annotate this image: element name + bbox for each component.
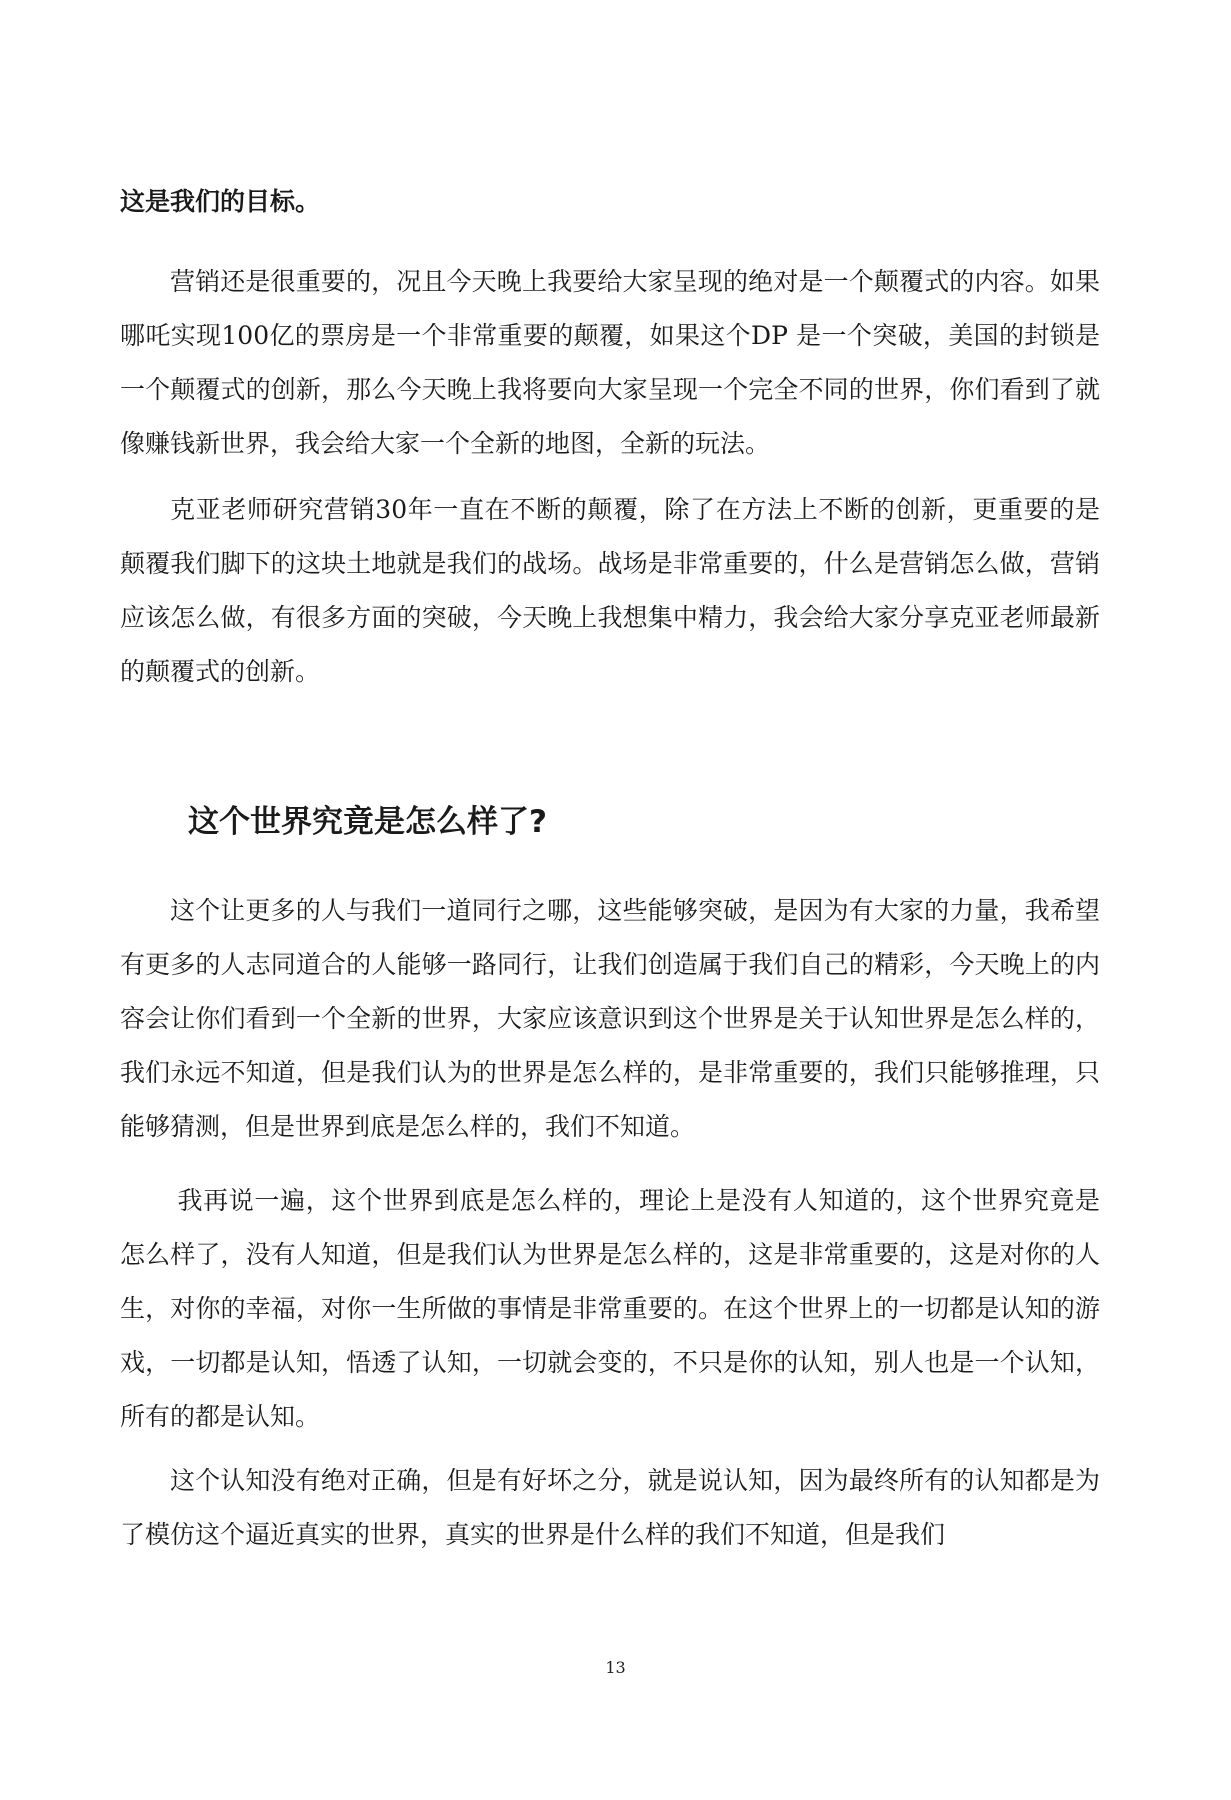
page-number: 13 (605, 1658, 626, 1677)
body-paragraph: 克亚老师研究营销30年一直在不断的颠覆，除了在方法上不断的创新，更重要的是颠覆我们脚下的这块土地就是我们的战场。战场是非常重要的，什么是营销怎么做，营销应该怎么做，有很多方面的突破，今天晚上我想集中精力，我会给大家分享克亚老师最新的颠覆式的创新。 (120, 495, 1100, 686)
lead-text: 这是我们的目标。 (120, 187, 321, 216)
section-paragraph: 我再说一遍，这个世界到底是怎么样的，理论上是没有人知道的，这个世界究竟是怎么样了，没有人知道，但是我们认为世界是怎么样的，这是非常重要的，这是对你的人生，对你的幸福，对你一生所做的事情是非常重要的。在这个世界上的一切都是认知的游戏，一切都是认知，悟透了认知，一切就会变的，不只是你的认知，别人也是一个认知，所有的都是认知。 (120, 1186, 1100, 1431)
section-paragraph: 这个认知没有绝对正确，但是有好坏之分，就是说认知，因为最终所有的认知都是为了模仿这个逼近真实的世界，真实的世界是什么样的我们不知道，但是我们 (120, 1466, 1100, 1549)
section-paragraph: 这个让更多的人与我们一道同行之哪，这些能够突破，是因为有大家的力量，我希望有更多的人志同道合的人能够一路同行，让我们创造属于我们自己的精彩，今天晚上的内容会让你们看到一个全新的世界，大家应该意识到这个世界是关于认知世界是怎么样的，我们永远不知道，但是我们认为的世界是怎么样的，是非常重要的，我们只能够推理，只能够猜测，但是世界到底是怎么样的，我们不知道。 (120, 896, 1100, 1141)
body-paragraph: 营销还是很重要的，况且今天晚上我要给大家呈现的绝对是一个颠覆式的内容。如果哪吒实现100亿的票房是一个非常重要的颠覆，如果这个DP 是一个突破，美国的封锁是一个颠覆式的创新，那么今天晚上我将要向大家呈现一个完全不同的世界，你们看到了就像赚钱新世界，我会给大家一个全新的地图，全新的玩法。 (120, 267, 1100, 458)
section-heading: 这个世界究竟是怎么样了? (188, 804, 547, 840)
